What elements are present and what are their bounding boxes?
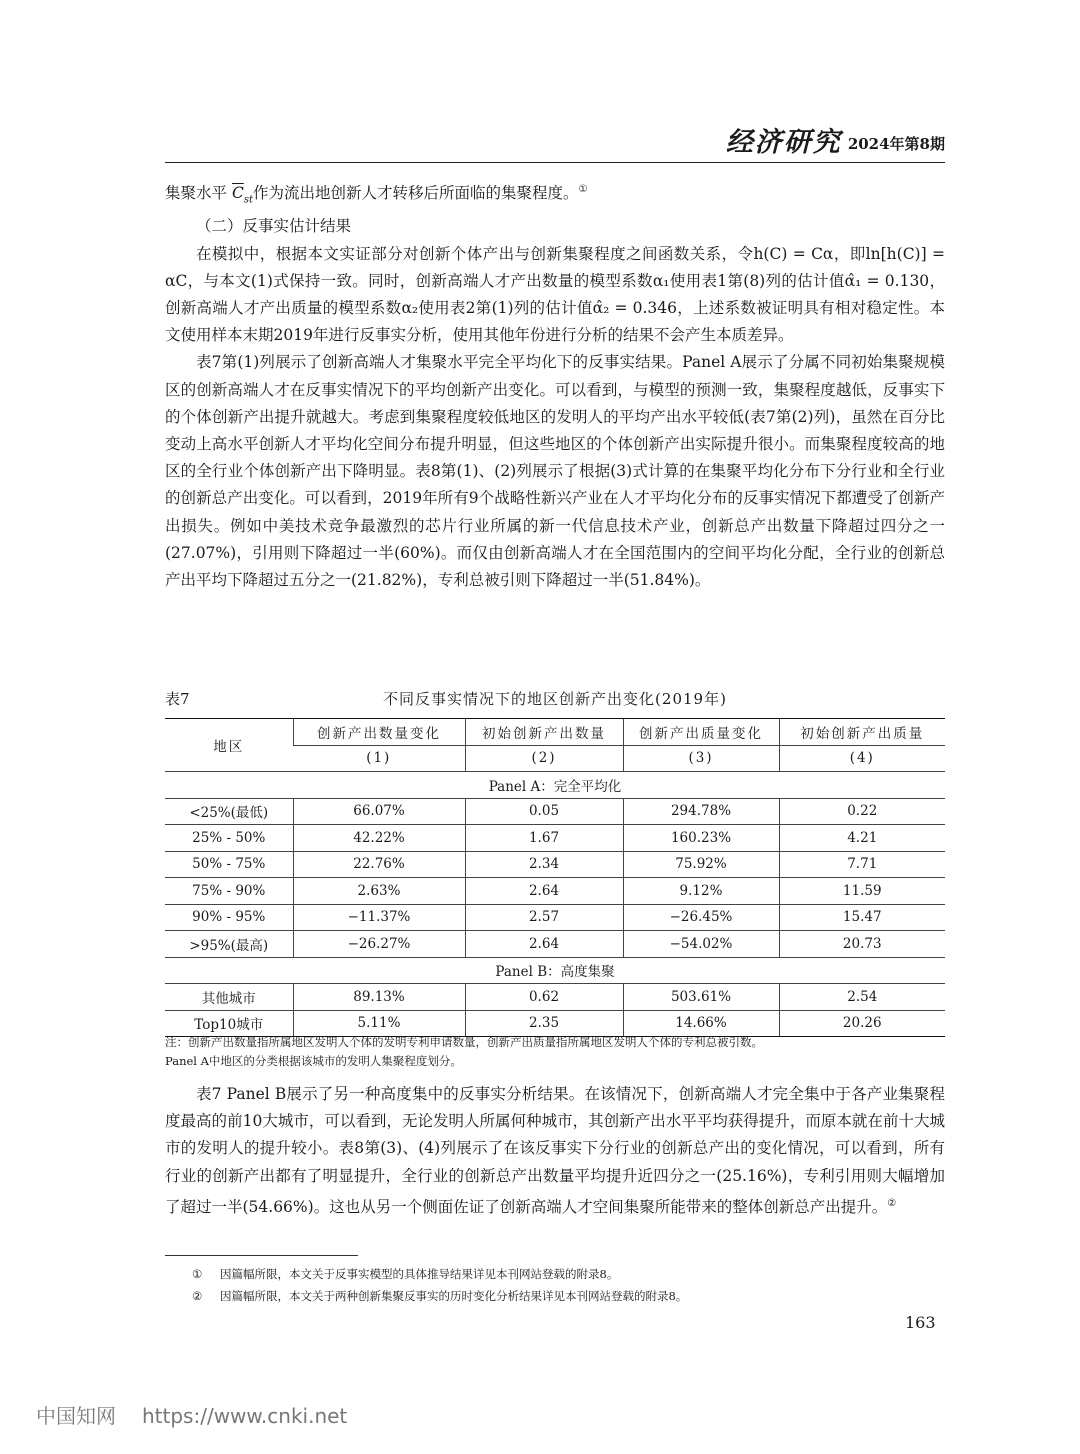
section-title: （二）反事实估计结果	[196, 217, 352, 236]
table-cell: Top10城市	[165, 1010, 293, 1037]
table-cell: 其他城市	[165, 984, 293, 1011]
column-header: 创新产出质量变化	[623, 719, 779, 746]
table-cell: 75% - 90%	[165, 878, 293, 905]
table-cell: 22.76%	[293, 851, 465, 878]
table-cell: 7.71	[779, 851, 945, 878]
column-number: (3)	[623, 745, 779, 772]
table-cell: 0.22	[779, 798, 945, 825]
table-cell: 2.63%	[293, 878, 465, 905]
journal-issue: 2024年第8期	[847, 135, 945, 153]
page-number: 163	[905, 1313, 936, 1332]
table-cell: 4.21	[779, 825, 945, 852]
footnote-ref-1[interactable]: ①	[578, 184, 588, 195]
table-note: 注：创新产出数量指所属地区发明人个体的发明专利申请数量，创新产出质量指所属地区发明人个体的专利总被引数。 Panel A中地区的分类根据该城市的发明人集聚程度划分。	[165, 1035, 763, 1068]
source-watermark	[36, 1400, 347, 1429]
table-row	[165, 904, 945, 931]
running-header	[165, 120, 945, 163]
table-cell: 2.54	[779, 984, 945, 1011]
body-text-top	[165, 176, 945, 594]
table-cell: 90% - 95%	[165, 904, 293, 931]
table-cell: 14.66%	[623, 1010, 779, 1037]
table-caption	[165, 688, 945, 714]
table-label: 表7	[165, 690, 190, 708]
paragraph-1: 在模拟中，根据本文实证部分对创新个体产出与创新集聚程度之间函数关系，令h(C) = Cα，即ln[h(C)] = αC，与本文(1)式保持一致。同时，创新高端人才产出数量的模型系数α₁使用表1第(8)列的估计值α̂₁ = 0.130，创新高端人才产出质量的模型系数α₂使用表2第(1)列的估计值α̂₂ = 0.346，上述系数被证明具有相对稳定性。本文使用样本末期2019年进行反事实分析，使用其他年份进行分析的结果不会产生本质差异。	[165, 244, 945, 345]
table-cell: 0.05	[465, 798, 623, 825]
column-header: 初始创新产出质量	[779, 719, 945, 746]
table-row	[165, 878, 945, 905]
paragraph-2: 表7第(1)列展示了创新高端人才集聚水平完全平均化下的反事实结果。Panel A展示了分属不同初始集聚规模区的创新高端人才在反事实情况下的平均创新产出变化。可以看到，与模型的预测一致，集聚程度越低，反事实下的个体创新产出提升就越大。考虑到集聚程度较低地区的发明人的平均产出水平较低(表7第(2)列)，虽然在百分比变动上高水平创新人才平均化空间分布提升明显，但这些地区的个体创新产出实际提升很小。而集聚程度较高的地区的全行业个体创新产出下降明显。表8第(1)、(2)列展示了根据(3)式计算的在集聚平均化分布下分行业和全行业的创新总产出变化。可以看到，2019年所有9个战略性新兴产业在人才平均化分布的反事实情况下都遭受了创新产出损失。例如中美技术竞争最激烈的芯片行业所属的新一代信息技术产业，创新总产出数量下降超过四分之一(27.07%)，引用则下降超过一半(60%)。而仅由创新高端人才在全国范围内的空间平均化分配，全行业的创新总产出平均下降超过五分之一(21.82%)，专利总被引则下降超过一半(51.84%)。	[165, 353, 945, 590]
table-title: 不同反事实情况下的地区创新产出变化(2019年)	[383, 690, 727, 708]
table-cell: 9.12%	[623, 878, 779, 905]
table-cell: 11.59	[779, 878, 945, 905]
table-cell: 5.11%	[293, 1010, 465, 1037]
table-cell: 15.47	[779, 904, 945, 931]
table-cell: 42.22%	[293, 825, 465, 852]
table-cell: 503.61%	[623, 984, 779, 1011]
table-cell: 20.26	[779, 1010, 945, 1037]
table-cell: <25%(最低)	[165, 798, 293, 825]
table-cell: 2.64	[465, 931, 623, 958]
region-header: 地区	[165, 719, 293, 772]
table-cell: 2.35	[465, 1010, 623, 1037]
paragraph-3: 表7 Panel B展示了另一种高度集中的反事实分析结果。在该情况下，创新高端人才完全集中于各产业集聚程度最高的前10大城市，可以看到，无论发明人所属何种城市，其创新产出水平平均获得提升，而原本就在前十大城市的发明人的提升较小。表8第(3)、(4)列展示了在该反事实下分行业的创新总产出的变化情况，可以看到，所有行业的创新产出都有了明显提升，全行业的创新总产出数量平均提升近四分之一(25.16%)，专利引用则大幅增加了超过一半(54.66%)。这也从另一个侧面佐证了创新高端人才空间集聚所能带来的整体创新总产出提升。②	[165, 1085, 945, 1216]
c-bar-symbol: $\overline{C}$	[231, 184, 244, 203]
table-cell: 2.34	[465, 851, 623, 878]
table-cell: 75.92%	[623, 851, 779, 878]
table-cell: 160.23%	[623, 825, 779, 852]
table-cell: 50% - 75%	[165, 851, 293, 878]
table-cell: 2.64	[465, 878, 623, 905]
footnote-ref-2[interactable]: ②	[887, 1197, 897, 1209]
table-cell: 2.57	[465, 904, 623, 931]
table-cell: −26.27%	[293, 931, 465, 958]
panel-b-header: Panel B：高度集聚	[165, 957, 945, 984]
body-text-bottom	[165, 1081, 945, 1221]
journal-logo: 经济研究	[725, 127, 842, 158]
table-cell: 20.73	[779, 931, 945, 958]
watermark-url[interactable]: https://www.cnki.net	[142, 1404, 348, 1428]
watermark-site: 中国知网	[36, 1404, 116, 1428]
table-cell: −26.45%	[623, 904, 779, 931]
table-cell: 25% - 50%	[165, 825, 293, 852]
table-row	[165, 984, 945, 1011]
table-cell: 0.62	[465, 984, 623, 1011]
table-cell: 89.13%	[293, 984, 465, 1011]
table-cell: −11.37%	[293, 904, 465, 931]
panel-a-header: Panel A：完全平均化	[165, 772, 945, 799]
table-cell: 66.07%	[293, 798, 465, 825]
column-header: 初始创新产出数量	[465, 719, 623, 746]
footnote-divider	[165, 1255, 358, 1256]
footnote-item: ① 因篇幅所限，本文关于反事实模型的具体推导结果详见本刊网站登载的附录8。	[192, 1267, 619, 1281]
table-row	[165, 931, 945, 958]
table-cell: 1.67	[465, 825, 623, 852]
table-row	[165, 825, 945, 852]
table-cell: >95%(最高)	[165, 931, 293, 958]
column-number: (2)	[465, 745, 623, 772]
intro-line: 集聚水平 $\overline{C}_{st}$作为流出地创新人才转移后所面临的集聚程度。①	[165, 184, 588, 206]
table-row	[165, 798, 945, 825]
table-row	[165, 851, 945, 878]
table-cell: −54.02%	[623, 931, 779, 958]
column-number: (1)	[293, 745, 465, 772]
column-number: (4)	[779, 745, 945, 772]
data-table	[165, 718, 945, 1037]
footnotes	[192, 1263, 952, 1307]
column-header: 创新产出数量变化	[293, 719, 465, 746]
footnote-item: ② 因篇幅所限，本文关于两种创新集聚反事实的历时变化分析结果详见本刊网站登载的附录8。	[192, 1289, 688, 1303]
table-cell: 294.78%	[623, 798, 779, 825]
